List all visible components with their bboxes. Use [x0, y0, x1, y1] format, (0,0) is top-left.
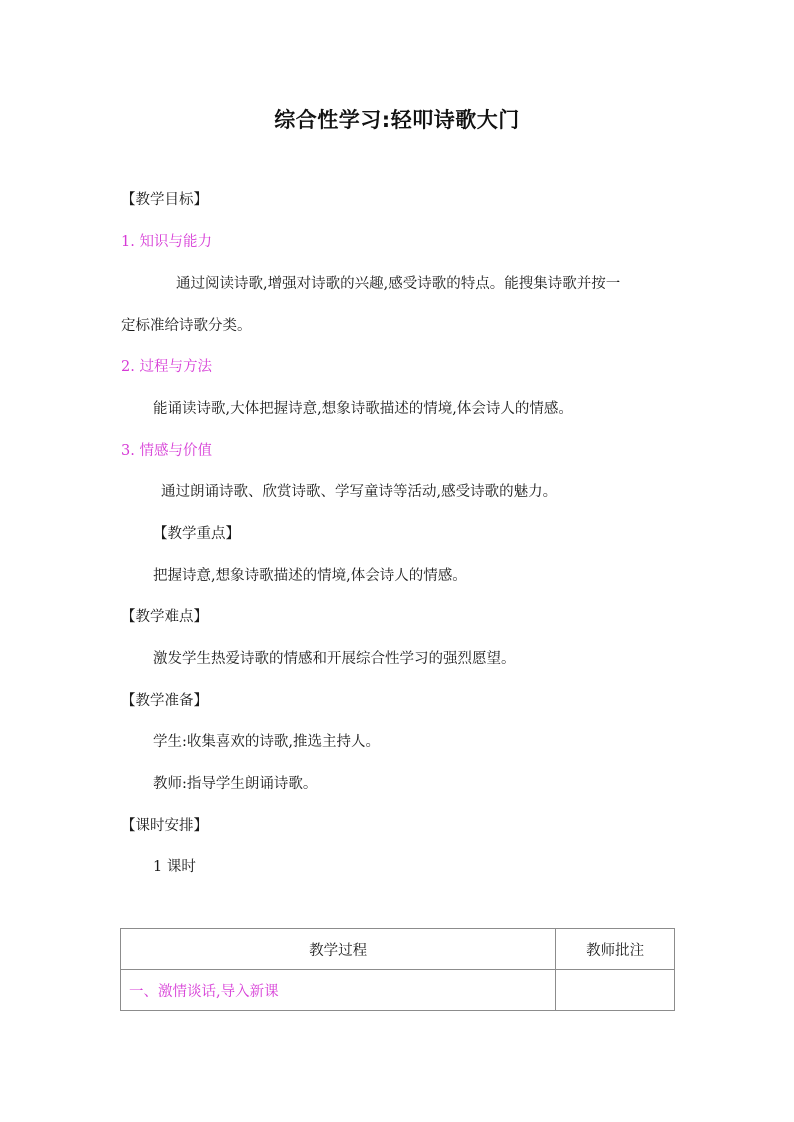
header-teacher-notes: 教师批注 — [556, 929, 675, 970]
header-teaching-process: 教学过程 — [121, 929, 556, 970]
process-method-text: 能诵读诗歌,大体把握诗意,想象诗歌描述的情境,体会诗人的情感。 — [153, 401, 573, 417]
schedule-text: 1 课时 — [153, 859, 196, 875]
preparation-teacher-text: 教师:指导学生朗诵诗歌。 — [153, 776, 318, 792]
process-method-heading: 2. 过程与方法 — [121, 359, 212, 375]
row-process-cell: 一、激情谈话,导入新课 — [121, 970, 556, 1011]
key-points-text: 把握诗意,想象诗歌描述的情境,体会诗人的情感。 — [153, 568, 467, 584]
knowledge-ability-text-line2: 定标准给诗歌分类。 — [121, 318, 252, 334]
knowledge-ability-text-line1: 通过阅读诗歌,增强对诗歌的兴趣,感受诗歌的特点。能搜集诗歌并按一 — [176, 276, 621, 292]
preparation-student-text: 学生:收集喜欢的诗歌,推选主持人。 — [153, 734, 380, 750]
objectives-heading: 【教学目标】 — [121, 192, 208, 208]
emotion-value-text: 通过朗诵诗歌、欣赏诗歌、学写童诗等活动,感受诗歌的魅力。 — [161, 484, 558, 500]
schedule-heading: 【课时安排】 — [121, 818, 208, 834]
table-header-row — [121, 929, 675, 970]
knowledge-ability-heading: 1. 知识与能力 — [121, 234, 212, 250]
difficulties-text: 激发学生热爱诗歌的情感和开展综合性学习的强烈愿望。 — [153, 651, 516, 667]
key-points-heading: 【教学重点】 — [153, 526, 240, 542]
difficulties-heading: 【教学难点】 — [121, 609, 208, 625]
row-notes-cell — [556, 970, 675, 1011]
table-row — [121, 970, 675, 1011]
page-title: 综合性学习:轻叩诗歌大门 — [274, 108, 520, 132]
lesson-process-table — [120, 928, 675, 1011]
preparation-heading: 【教学准备】 — [121, 693, 208, 709]
emotion-value-heading: 3. 情感与价值 — [121, 443, 212, 459]
